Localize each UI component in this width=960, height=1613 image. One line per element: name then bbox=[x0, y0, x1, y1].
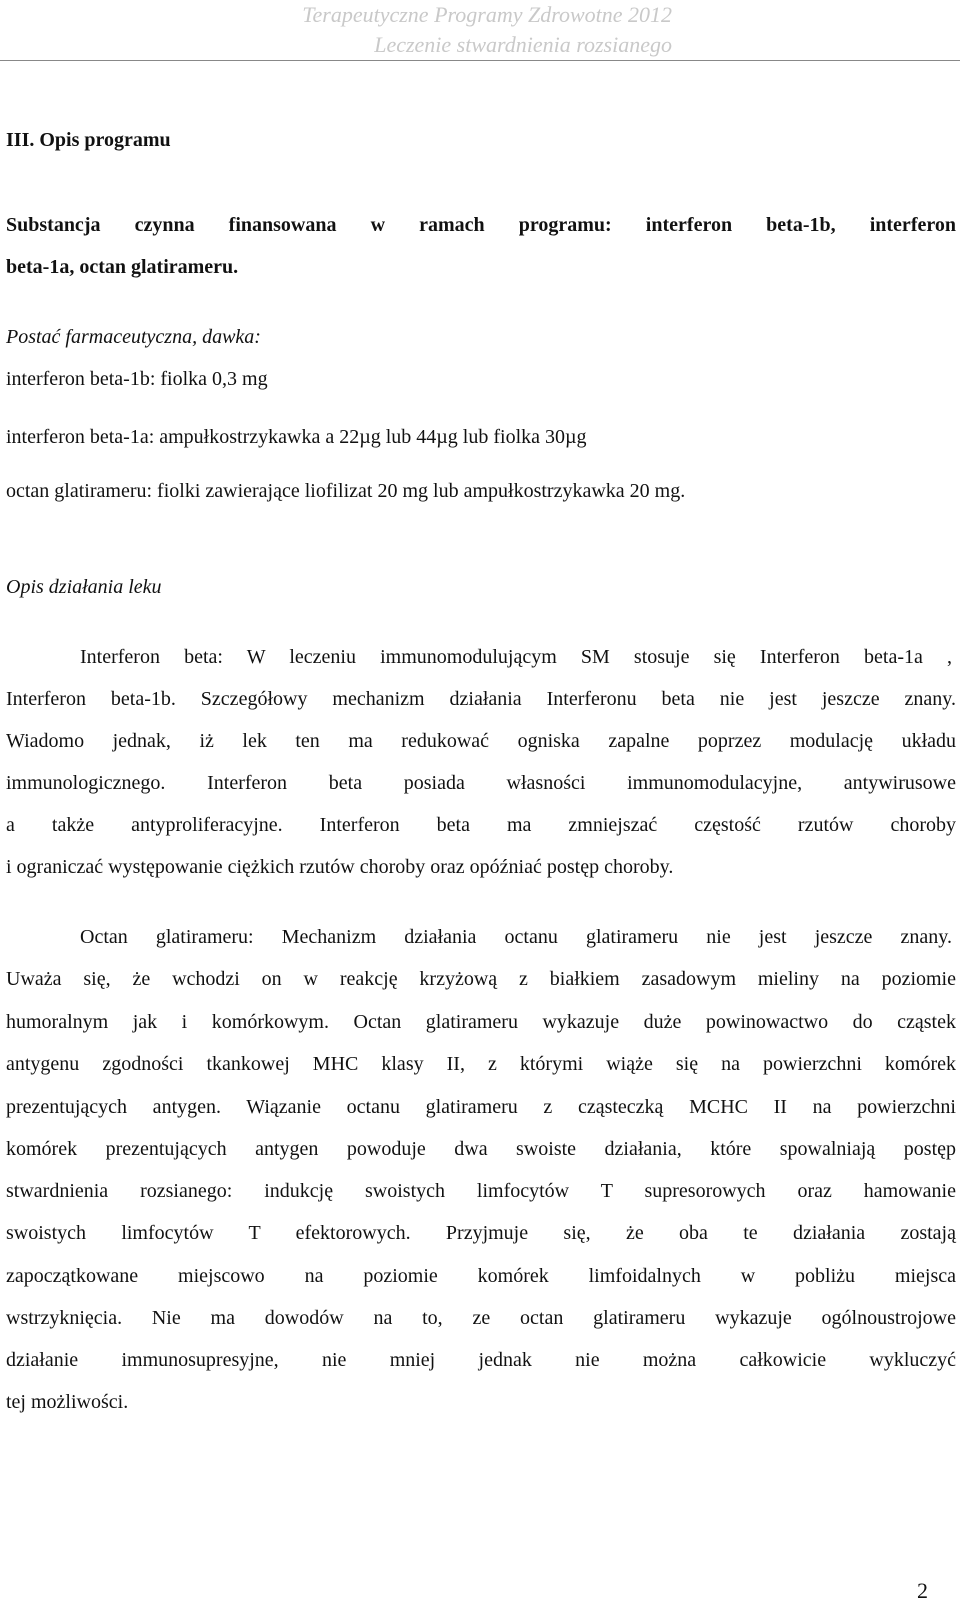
substance-line-2: beta-1a, octan glatirameru. bbox=[6, 256, 239, 278]
para2-line: Octan glatirameru: Mechanizm działania octanu glatirameru nie jest jeszcze znany. bbox=[80, 926, 952, 948]
running-header bbox=[0, 0, 960, 60]
header-subtitle: Leczenie stwardnienia rozsianego bbox=[374, 32, 672, 57]
form-item-beta1b: interferon beta-1b: fiolka 0,3 mg bbox=[6, 368, 268, 390]
para2-line: tej możliwości. bbox=[6, 1391, 129, 1413]
para2-line: Uważa się, że wchodzi on w reakcję krzyżową z białkiem zasadowym mieliny na poziomie bbox=[6, 968, 956, 990]
header-program-title: Terapeutyczne Programy Zdrowotne 2012 bbox=[302, 2, 672, 27]
section-title: III. Opis programu bbox=[6, 129, 171, 151]
form-item-glatiramer: octan glatirameru: fiolki zawierające liofilizat 20 mg lub ampułkostrzykawka 20 mg. bbox=[6, 480, 686, 502]
form-heading: Postać farmaceutyczna, dawka: bbox=[6, 326, 261, 348]
para1-line: Wiadomo jednak, iż lek ten ma redukować ogniska zapalne poprzez modulację układu bbox=[6, 730, 956, 752]
para1-line: immunologicznego. Interferon beta posiada własności immunomodulacyjne, antywirusowe bbox=[6, 772, 956, 794]
para2-line: humoralnym jak i komórkowym. Octan glatirameru wykazuje duże powinowactwo do cząstek bbox=[6, 1011, 956, 1033]
header-divider bbox=[0, 60, 960, 61]
para1-line: Interferon beta-1b. Szczegółowy mechanizm działania Interferonu beta nie jest jeszcze znany. bbox=[6, 688, 956, 710]
para1-line: i ograniczać występowanie ciężkich rzutów choroby oraz opóźniać postęp choroby. bbox=[6, 856, 674, 878]
para2-line: antygenu zgodności tkankowej MHC klasy II, z którymi wiąże się na powierzchni komórek bbox=[6, 1053, 956, 1075]
page-number: 2 bbox=[917, 1578, 928, 1603]
para1-line: Interferon beta: W leczeniu immunomodulującym SM stosuje się Interferon beta-1a , bbox=[80, 646, 952, 668]
para2-line: prezentujących antygen. Wiązanie octanu glatirameru z cząsteczką MCHC II na powierzchni bbox=[6, 1096, 956, 1118]
form-item-beta1a: interferon beta-1a: ampułkostrzykawka a 22µg lub 44µg lub fiolka 30µg bbox=[6, 426, 587, 448]
para2-line: swoistych limfocytów T efektorowych. Przyjmuje się, że oba te działania zostają bbox=[6, 1222, 956, 1244]
action-heading: Opis działania leku bbox=[6, 576, 162, 598]
para2-line: wstrzyknięcia. Nie ma dowodów na to, ze octan glatirameru wykazuje ogólnoustrojowe bbox=[6, 1307, 956, 1329]
para1-line: a także antyproliferacyjne. Interferon beta ma zmniejszać częstość rzutów choroby bbox=[6, 814, 956, 836]
para2-line: zapoczątkowane miejscowo na poziomie komórek limfoidalnych w pobliżu miejsca bbox=[6, 1265, 956, 1287]
para2-line: stwardnienia rozsianego: indukcję swoistych limfocytów T supresorowych oraz hamowanie bbox=[6, 1180, 956, 1202]
para2-line: komórek prezentujących antygen powoduje dwa swoiste działania, które spowalniają postęp bbox=[6, 1138, 956, 1160]
para2-line: działanie immunosupresyjne, nie mniej jednak nie można całkowicie wykluczyć bbox=[6, 1349, 956, 1371]
substance-line-1: Substancja czynna finansowana w ramach programu: interferon beta-1b, interferon bbox=[6, 214, 956, 236]
